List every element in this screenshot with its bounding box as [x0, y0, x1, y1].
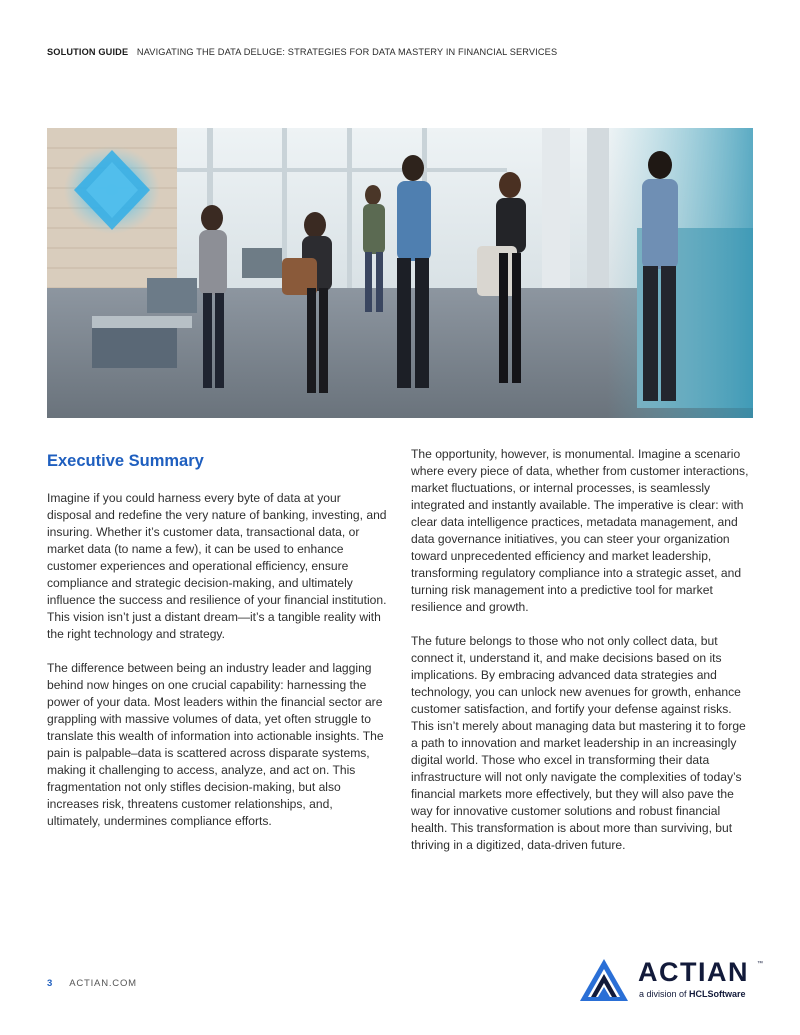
- logo-wordmark: ACTIAN: [638, 957, 749, 987]
- body-paragraph: Imagine if you could harness every byte of data at your disposal and redefine the very nature of banking, investing, and insuring. Whether it’s customer data, transactional data, or market data (to name a few), it can be used to enhance customer experiences and operational efficiency, ensure compliance and strategic decision-making, and ultimately influence the success and resilience of your financial institution. This vision isn’t just a distant dream—it’s a tangible reality with the right technology and strategy.: [47, 491, 387, 641]
- body-paragraph: The future belongs to those who not only collect data, but connect it, understand it, and make decisions based on its implications. By embracing advanced data strategies and technology, you can unlock new avenues for growth, enhance customer satisfaction, and fortify your defense against risks. This isn’t merely about managing data but mastering it to forge a path to innovation and market leadership in an increasingly digital world. Those who excel in transforming their data infrastructure will not only navigate the complexities of today’s financial markets more effectively, but they will also pave the way for innovative customer solutions and robust financial health. This transformation is about more than surviving, but thriving in a digitized, data-driven future.: [411, 634, 746, 852]
- header-title: NAVIGATING THE DATA DELUGE: STRATEGIES FOR DATA MASTERY IN FINANCIAL SERVICES: [136, 47, 558, 57]
- page-number: 3: [47, 978, 53, 989]
- body-paragraph: The opportunity, however, is monumental. Imagine a scenario where every piece of data, whether from customer interactions, market fluctuations, or internal processes, is seamlessly integrated and instantly available. The imperative is clear: with clear data intelligence practices, metadata management, and data governance initiatives, you can steer your organization toward unprecedented efficiency and market leadership, transforming regulatory compliance into a strategic asset, and turning risk management into a predictive tool for market resilience and growth.: [411, 447, 749, 614]
- footer: [47, 978, 137, 989]
- logo-trademark: ™: [757, 961, 763, 967]
- section-title: Executive Summary: [47, 452, 204, 470]
- body-paragraph: The difference between being an industry leader and lagging behind now hinges on one crucial capability: harnessing the power of your data. Most leaders within the financial sector are grappling with massive volumes of data, yet often struggle to translate this wealth of information into actionable insights. The pain is palpable–data is scattered across disparate systems, making it challenging to access, analyze, and act on. This fragmentation not only stifles decision-making, but also increases risk, threatens customer relationships, and, ultimately, undermines compliance efforts.: [47, 661, 384, 828]
- diamond-glow-icon: [64, 146, 160, 234]
- actian-logo[interactable]: [578, 957, 768, 1003]
- running-header: [47, 47, 767, 57]
- division-prefix: a division of: [639, 989, 690, 999]
- logo-division: [639, 989, 746, 999]
- header-label: SOLUTION GUIDE: [47, 47, 129, 57]
- left-column: [47, 449, 387, 847]
- actian-triangle-logo-icon: [578, 957, 630, 1003]
- division-name: HCLSoftware: [689, 989, 746, 999]
- footer-site-link[interactable]: ACTIAN.COM: [69, 978, 137, 989]
- hero-photo: [47, 128, 753, 418]
- right-column: [411, 446, 755, 871]
